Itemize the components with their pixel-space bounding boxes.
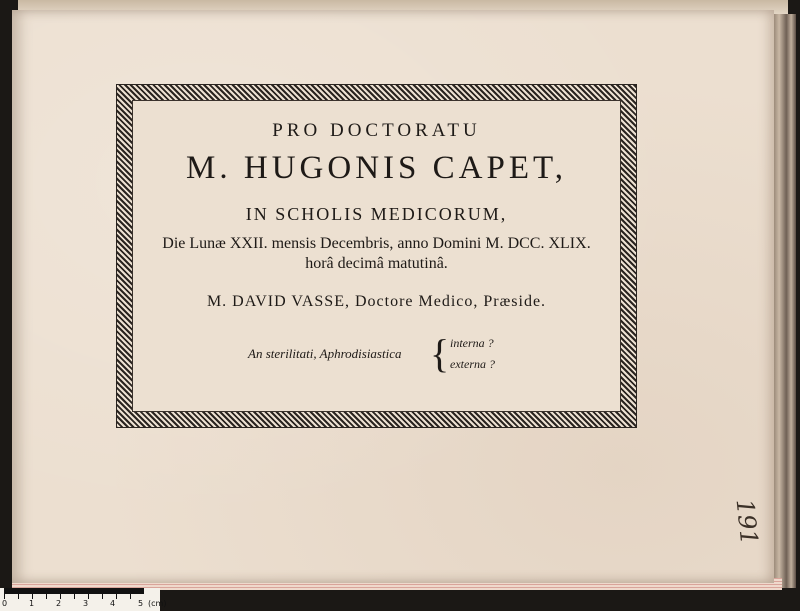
title-line-pro-doctoratu: PRO DOCTORATU bbox=[272, 120, 481, 141]
time-line: horâ decimâ matutinâ. bbox=[305, 255, 448, 272]
ornamental-border-frame bbox=[116, 84, 637, 428]
ruler-label: 2 bbox=[56, 599, 62, 608]
page-stack-right-edge bbox=[772, 14, 796, 588]
thesis-question bbox=[132, 332, 621, 378]
ruler-labels bbox=[0, 599, 167, 611]
question-option-externa: externa ? bbox=[450, 357, 495, 371]
scale-ruler bbox=[0, 588, 167, 611]
question-option-interna: interna ? bbox=[450, 336, 494, 350]
ruler-label: 1 bbox=[29, 599, 35, 608]
ruler-label: 5 bbox=[138, 599, 144, 608]
ruler-unit-label: (cm) bbox=[148, 599, 167, 608]
handwritten-folio-number: 191 bbox=[730, 497, 764, 547]
book-page bbox=[12, 10, 774, 583]
ruler-label: 3 bbox=[83, 599, 89, 608]
praeses-line: M. DAVID VASSE, Doctore Medico, Præside. bbox=[206, 293, 547, 310]
title-candidate-name: M. HUGONIS CAPET, bbox=[186, 150, 567, 186]
ruler-label: 0 bbox=[2, 599, 8, 608]
ruler-label: 4 bbox=[110, 599, 116, 608]
curly-brace-icon: { bbox=[430, 331, 450, 376]
question-text: An sterilitati, Aphrodisiastica bbox=[248, 346, 402, 361]
date-line: Die Lunæ XXII. mensis Decembris, anno Domini M. DCC. XLIX. bbox=[162, 235, 591, 252]
title-line-in-scholis: IN SCHOLIS MEDICORUM, bbox=[245, 204, 508, 224]
